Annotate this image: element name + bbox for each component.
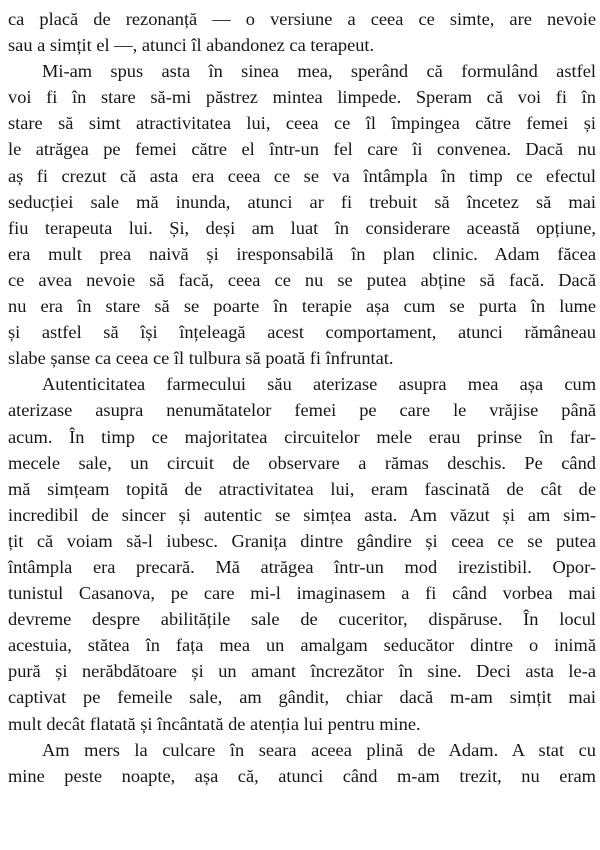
text-line: mecele sale, un circuit de observare a rămas deschis. Pe când <box>8 452 596 473</box>
text-line: acum. În timp ce majoritatea circuitelor mele erau prinse în far- <box>8 426 596 447</box>
text-line: tunistul Casanova, pe care mi-l imaginasem a fi când vorbea mai <box>8 583 596 604</box>
text-line: nu era în stare să se poarte în terapie așa cum se purta în lume <box>8 296 596 317</box>
text-line: ca placă de rezonanță — o versiune a ceea ce simte, are nevoie <box>8 9 596 29</box>
text-line: ce avea nevoie să facă, ceea ce nu se putea abține să facă. Dacă <box>8 269 596 290</box>
text-line: întâmpla era precară. Mă atrăgea într-un mod irezistibil. Opor- <box>8 556 596 577</box>
text-line: voi fi în stare să-mi păstrez mintea limpede. Speram că voi fi în <box>8 87 596 108</box>
text-line: mult decât flatată și încântată de atenția lui pentru mine. <box>8 713 421 734</box>
text-line: aterizase asupra nenumătatelor femei pe care le vrăjise până <box>8 400 596 421</box>
text-line: devreme despre abilitățile sale de cuceritor, dispăruse. În locul <box>8 609 596 630</box>
paragraph <box>8 737 596 789</box>
text-line: era mult prea naivă și iresponsabilă în plan clinic. Adam făcea <box>8 243 596 264</box>
text-line: mine peste noapte, așa că, atunci când m-am trezit, nu eram <box>8 765 596 786</box>
text-line: aș fi crezut că asta era ceea ce se va întâmpla în timp ce efectul <box>8 165 596 186</box>
text-line: sau a simțit el —, atunci îl abandonez ca terapeut. <box>8 35 375 56</box>
text-line: captivat pe femeile sale, am gândit, chiar dacă m-am simțit mai <box>8 687 596 708</box>
text-line: le atrăgea pe femei către el într-un fel care îi convenea. Dacă nu <box>8 139 596 160</box>
text-line: slabe șanse ca ceea ce îl tulbura să poată fi înfruntat. <box>8 348 394 369</box>
text-line: fiu terapeuta lui. Și, deși am luat în considerare această opțiune, <box>8 217 596 238</box>
paragraph <box>8 6 596 58</box>
text-line: și astfel să își înțeleagă acest comportament, atunci rămâneau <box>8 322 596 343</box>
text-line: pură și nerăbdătoare și un amant încrezător în sine. Deci asta le-a <box>8 661 596 682</box>
text-line: incredibil de sincer și autentic se simțea asta. Am văzut și am sim- <box>8 504 596 525</box>
paragraph <box>8 371 596 736</box>
paragraph <box>8 58 596 371</box>
text-line: seducției sale mă inunda, atunci ar fi trebuit să încetez să mai <box>8 191 596 212</box>
text-line: mă simțeam topită de atractivitatea lui, eram fascinată de cât de <box>8 478 596 499</box>
text-line: Mi-am spus asta în sinea mea, sperând că formulând astfel <box>42 61 596 82</box>
text-line: țit că voiam să-l iubesc. Granița dintre gândire și ceea ce se putea <box>8 530 596 551</box>
text-line: Am mers la culcare în seara aceea plină de Adam. A stat cu <box>42 739 596 760</box>
text-line: Autenticitatea farmecului său aterizase asupra mea așa cum <box>42 374 596 395</box>
book-page <box>8 6 596 789</box>
text-line: stare să simt atractivitatea lui, ceea ce îl împingea către femei și <box>8 113 596 134</box>
text-line: acestuia, stătea în fața mea un amalgam seducător dintre o inimă <box>8 635 596 656</box>
